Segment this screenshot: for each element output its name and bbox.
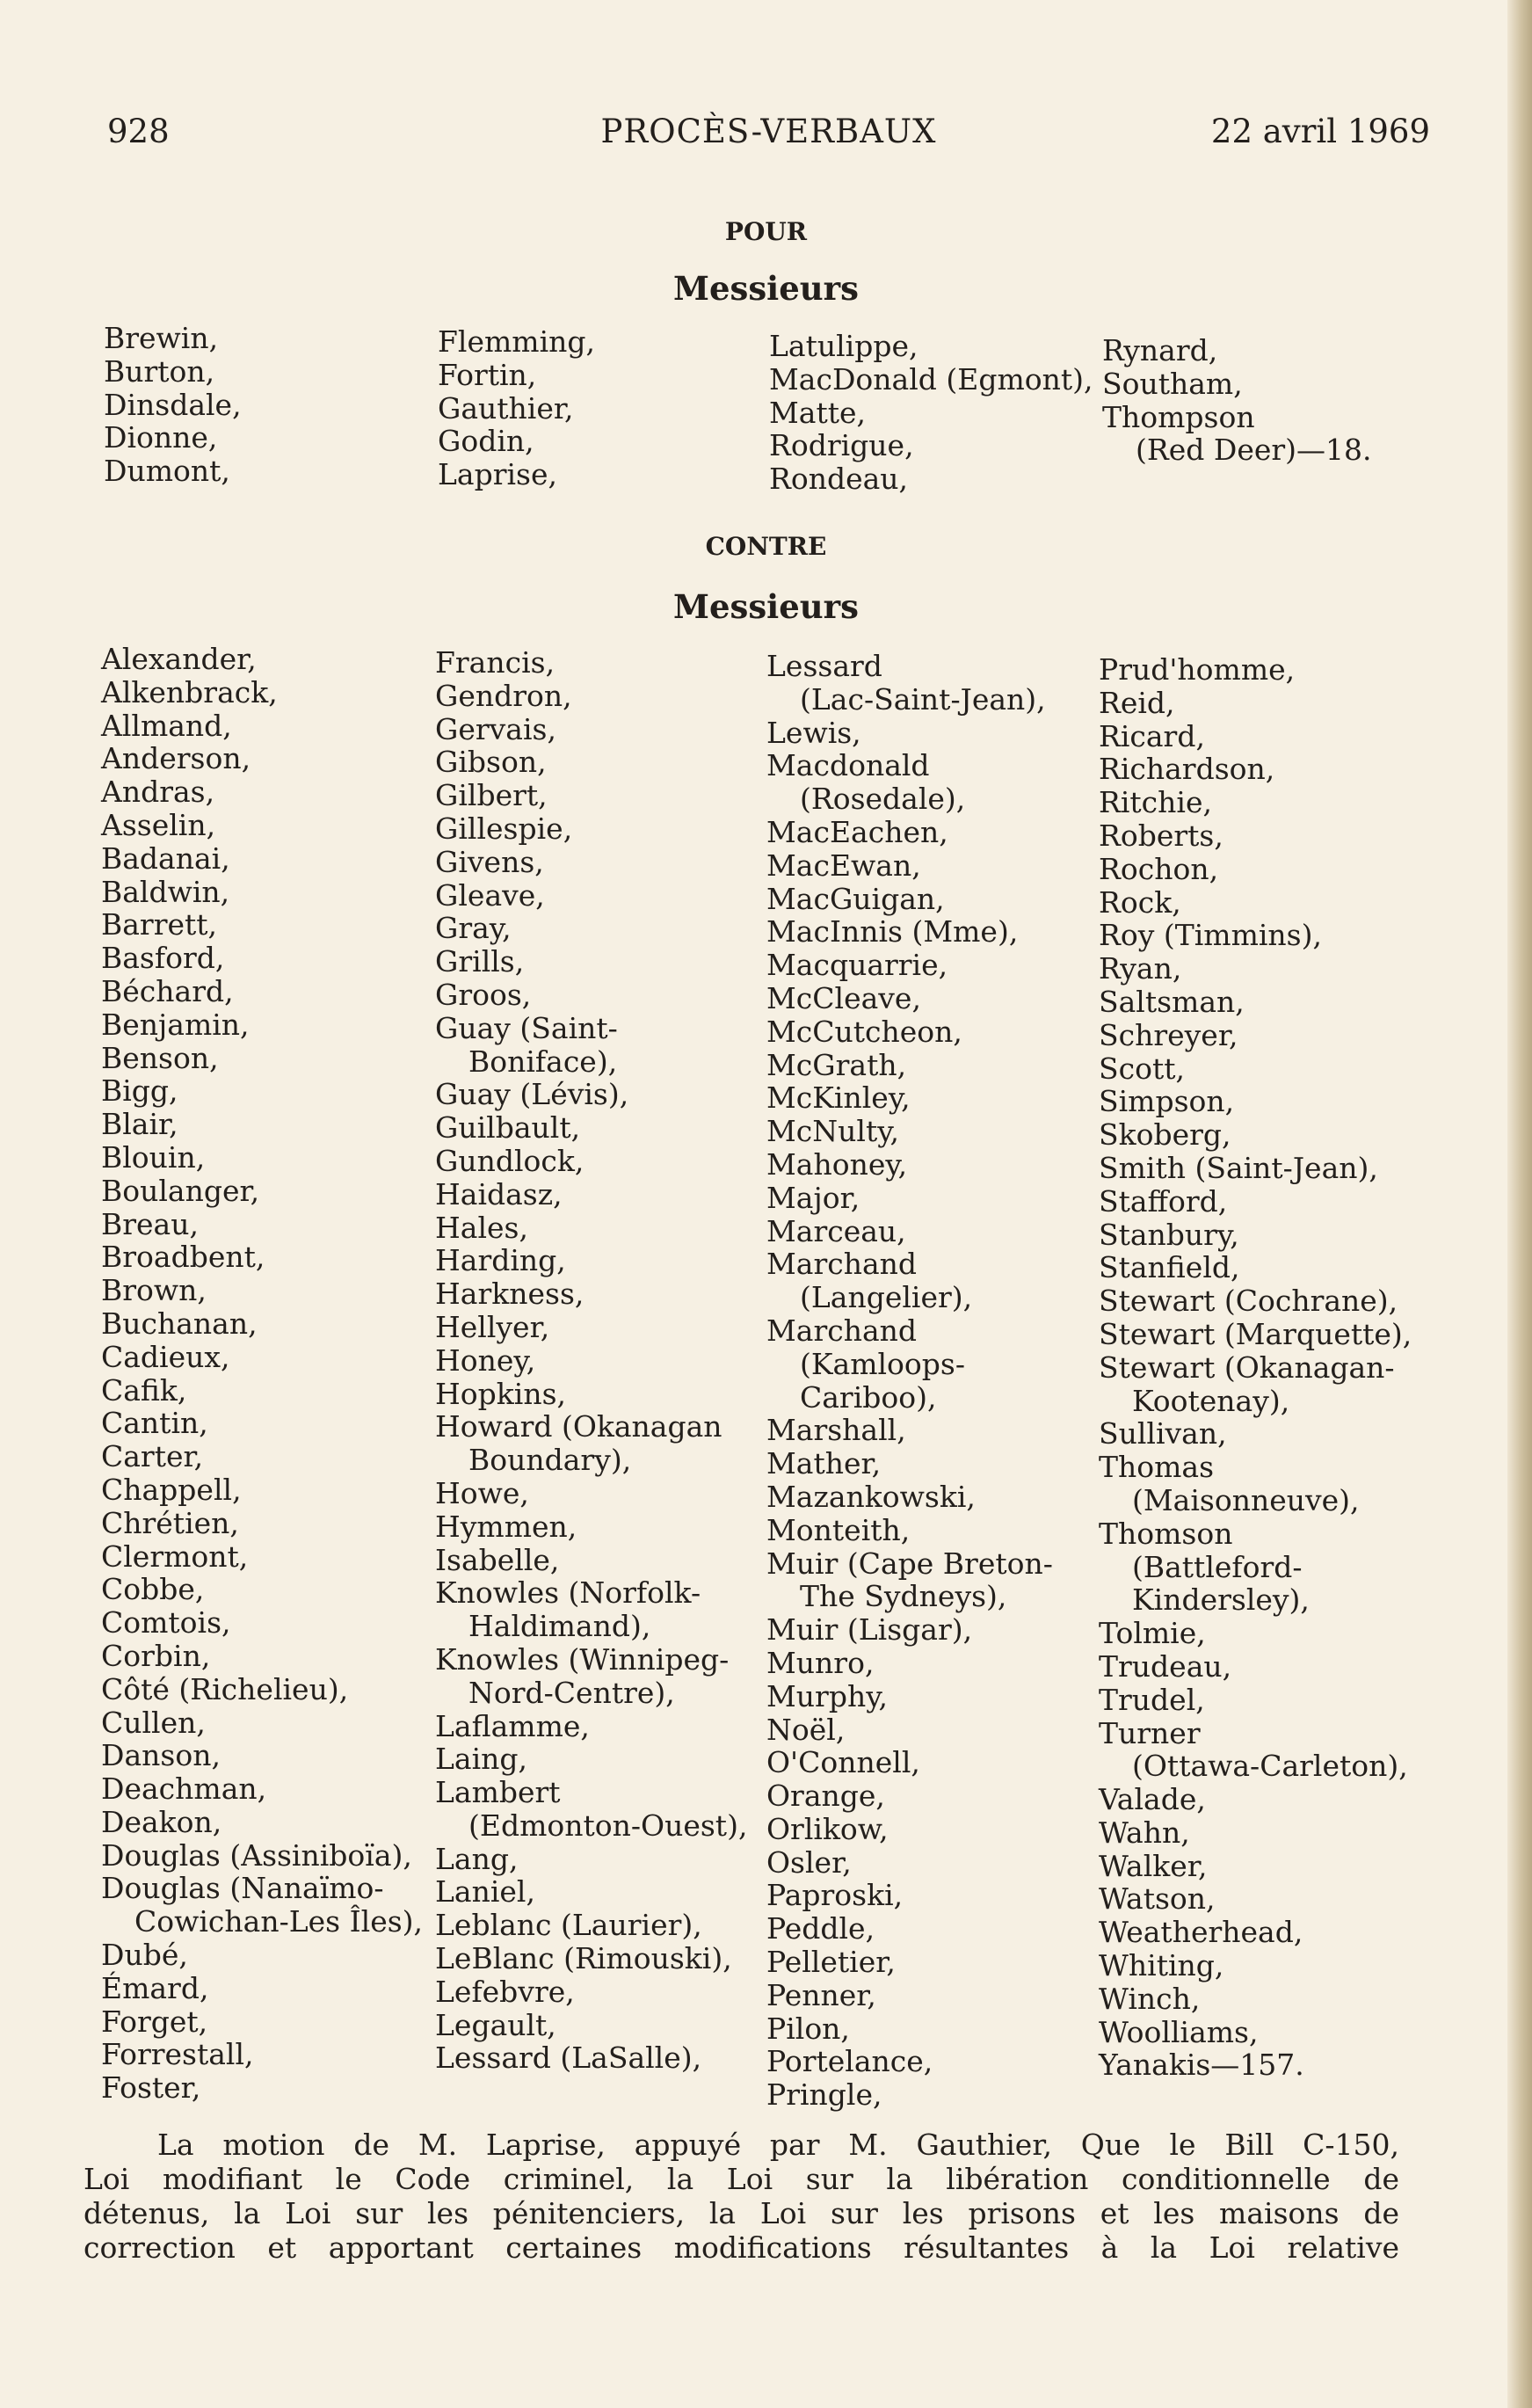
member-name: Lewis, bbox=[766, 715, 861, 750]
member-name: (Maisonneuve), bbox=[1132, 1482, 1360, 1517]
member-name: (Ottawa-Carleton), bbox=[1132, 1749, 1408, 1784]
member-name: Woolliams, bbox=[1099, 2014, 1259, 2049]
member-name: Pilon, bbox=[766, 2011, 850, 2046]
member-name: Lessard (LaSalle), bbox=[435, 2041, 702, 2076]
member-name: Murphy, bbox=[766, 1678, 888, 1713]
member-name: Douglas (Nanaïmo- bbox=[101, 1871, 384, 1906]
member-name: Chappell, bbox=[101, 1472, 242, 1507]
member-name: Gray, bbox=[435, 911, 512, 946]
member-name: Scott, bbox=[1099, 1051, 1185, 1086]
member-name: Rondeau, bbox=[769, 462, 909, 497]
member-name: (Lac-Saint-Jean), bbox=[800, 681, 1046, 717]
member-name: Deachman, bbox=[101, 1771, 267, 1807]
member-name: Brewin, bbox=[104, 321, 219, 355]
member-name: McCutcheon, bbox=[766, 1014, 962, 1049]
member-name: Watson, bbox=[1099, 1881, 1216, 1917]
member-name: Guilbault, bbox=[435, 1110, 581, 1146]
member-name: Gibson, bbox=[435, 745, 547, 780]
member-name: (Rosedale), bbox=[800, 782, 966, 817]
member-name: Matte, bbox=[769, 395, 867, 430]
paragraph-line: La motion de M. Laprise, appuyé par M. Gauthier, Que le Bill C-150, bbox=[157, 2128, 1399, 2162]
pour-column-1 bbox=[104, 322, 242, 488]
member-name: Marchand bbox=[766, 1313, 918, 1348]
paragraph-line: correction et apportant certaines modifications résultantes à la Loi relative bbox=[83, 2230, 1399, 2265]
member-name: Broadbent, bbox=[101, 1240, 265, 1275]
member-name: Cantin, bbox=[101, 1406, 208, 1441]
member-name: Boniface), bbox=[468, 1044, 618, 1079]
member-name: Macdonald bbox=[766, 748, 930, 783]
member-name: Whiting, bbox=[1099, 1948, 1224, 1983]
member-name: Boulanger, bbox=[101, 1173, 260, 1208]
member-name: Blair, bbox=[101, 1107, 178, 1142]
member-name: Lefebvre, bbox=[435, 1974, 575, 2009]
member-name: Forrestall, bbox=[101, 2037, 254, 2072]
member-name: Alkenbrack, bbox=[101, 674, 278, 709]
member-name: Gendron, bbox=[435, 678, 572, 713]
member-name: Southam, bbox=[1102, 366, 1243, 401]
member-name: Cariboo), bbox=[800, 1379, 937, 1415]
member-name: (Kamloops- bbox=[800, 1346, 965, 1381]
member-name: Rodrigue, bbox=[769, 428, 914, 463]
page-binding-edge bbox=[1507, 0, 1532, 2408]
member-name: Béchard, bbox=[101, 973, 234, 1008]
member-name: Gleave, bbox=[435, 877, 545, 913]
member-name: Thomson bbox=[1099, 1516, 1233, 1551]
member-name: Fortin, bbox=[438, 357, 537, 392]
member-name: Gundlock, bbox=[435, 1143, 584, 1178]
member-name: Schreyer, bbox=[1099, 1017, 1238, 1052]
member-name: Rochon, bbox=[1099, 851, 1219, 886]
member-name: Chrétien, bbox=[101, 1505, 239, 1540]
member-name: Breau, bbox=[101, 1206, 199, 1241]
member-name: Grills, bbox=[435, 944, 525, 979]
member-name: Stanbury, bbox=[1099, 1217, 1239, 1252]
pour-heading: POUR bbox=[724, 217, 808, 246]
member-name: Gauthier, bbox=[438, 390, 574, 426]
member-name: Orange, bbox=[766, 1779, 885, 1814]
member-name: Gillespie, bbox=[435, 811, 573, 846]
member-name: Harding, bbox=[435, 1243, 566, 1278]
contre-column-2 bbox=[435, 646, 747, 2075]
member-name: Brown, bbox=[101, 1273, 207, 1308]
member-name: Gervais, bbox=[435, 711, 556, 746]
member-name: Rock, bbox=[1099, 884, 1181, 920]
member-name: Valade, bbox=[1099, 1782, 1206, 1817]
member-name: Émard, bbox=[101, 1970, 209, 2005]
member-name: Kootenay), bbox=[1132, 1383, 1290, 1418]
paragraph-line: Loi modifiant le Code criminel, la Loi sur la libération conditionnelle de bbox=[83, 2162, 1399, 2196]
member-name: Foster, bbox=[101, 2070, 201, 2106]
page-date: 22 avril 1969 bbox=[1210, 113, 1430, 150]
member-name: Pelletier, bbox=[766, 1945, 896, 1980]
pour-column-2 bbox=[438, 325, 595, 491]
member-name: Muir (Cape Breton- bbox=[766, 1546, 1053, 1581]
member-name: (Red Deer)—18. bbox=[1136, 433, 1372, 468]
member-name: Cullen, bbox=[101, 1705, 206, 1740]
member-name: Guay (Lévis), bbox=[435, 1077, 629, 1112]
member-name: O'Connell, bbox=[766, 1745, 920, 1780]
member-name: Thompson bbox=[1102, 399, 1255, 434]
member-name: Baldwin, bbox=[101, 874, 230, 909]
member-name: Marshall, bbox=[766, 1413, 906, 1448]
member-name: Isabelle, bbox=[435, 1542, 560, 1577]
contre-column-4 bbox=[1099, 653, 1412, 2082]
pour-column-4 bbox=[1102, 334, 1372, 467]
member-name: Côté (Richelieu), bbox=[101, 1671, 349, 1706]
member-name: Blouin, bbox=[101, 1139, 206, 1175]
member-name: Haidasz, bbox=[435, 1176, 563, 1211]
member-name: Macquarrie, bbox=[766, 948, 948, 983]
member-name: Trudeau, bbox=[1099, 1648, 1232, 1684]
member-name: Walker, bbox=[1099, 1848, 1208, 1883]
member-name: Stanfield, bbox=[1099, 1250, 1240, 1285]
member-name: The Sydneys), bbox=[800, 1579, 1007, 1614]
member-name: Stewart (Okanagan- bbox=[1099, 1349, 1395, 1385]
member-name: Sullivan, bbox=[1099, 1416, 1227, 1451]
member-name: Alexander, bbox=[101, 642, 257, 676]
member-name: Penner, bbox=[766, 1977, 876, 2012]
pour-subheading: Messieurs bbox=[673, 269, 859, 308]
member-name: Givens, bbox=[435, 844, 544, 879]
member-name: Leblanc (Laurier), bbox=[435, 1908, 702, 1943]
member-name: Haldimand), bbox=[468, 1609, 651, 1644]
member-name: Ricard, bbox=[1099, 718, 1205, 753]
member-name: Stewart (Marquette), bbox=[1099, 1316, 1412, 1351]
member-name: Guay (Saint- bbox=[435, 1010, 618, 1045]
member-name: Buchanan, bbox=[101, 1306, 258, 1341]
member-name: Groos, bbox=[435, 977, 532, 1012]
member-name: Lambert bbox=[435, 1775, 561, 1810]
member-name: Munro, bbox=[766, 1645, 875, 1680]
member-name: Basford, bbox=[101, 941, 225, 976]
member-name: Simpson, bbox=[1099, 1084, 1235, 1119]
member-name: Hales, bbox=[435, 1210, 528, 1245]
member-name: McCleave, bbox=[766, 980, 921, 1015]
member-name: Winch, bbox=[1099, 1981, 1201, 2016]
member-name: Gilbert, bbox=[435, 778, 548, 813]
member-name: Harkness, bbox=[435, 1277, 584, 1312]
member-name: Hopkins, bbox=[435, 1376, 566, 1411]
member-name: (Langelier), bbox=[800, 1280, 973, 1315]
member-name: Turner bbox=[1099, 1715, 1201, 1750]
member-name: Dionne, bbox=[104, 420, 218, 455]
member-name: Cobbe, bbox=[101, 1572, 205, 1607]
member-name: Badanai, bbox=[101, 840, 230, 876]
motion-paragraph bbox=[83, 2128, 1399, 2265]
member-name: Laprise, bbox=[438, 457, 557, 492]
member-name: Muir (Lisgar), bbox=[766, 1612, 973, 1648]
member-name: Knowles (Winnipeg- bbox=[435, 1641, 730, 1677]
member-name: Tolmie, bbox=[1099, 1616, 1206, 1651]
pour-column-3 bbox=[769, 330, 1093, 496]
member-name: Legault, bbox=[435, 2007, 556, 2042]
contre-column-1 bbox=[101, 643, 423, 2105]
member-name: (Battleford- bbox=[1132, 1549, 1303, 1584]
member-name: Clermont, bbox=[101, 1539, 249, 1574]
page-number: 928 bbox=[107, 113, 170, 150]
paragraph-line: détenus, la Loi sur les pénitenciers, la Loi sur les prisons et les maisons de bbox=[83, 2196, 1399, 2230]
member-name: Dumont, bbox=[104, 454, 230, 489]
member-name: Marceau, bbox=[766, 1213, 906, 1248]
member-name: Flemming, bbox=[438, 324, 595, 359]
member-name: Mazankowski, bbox=[766, 1479, 976, 1514]
member-name: Benson, bbox=[101, 1040, 219, 1075]
member-name: Stafford, bbox=[1099, 1183, 1228, 1219]
member-name: Francis, bbox=[435, 645, 555, 680]
member-name: Thomas bbox=[1099, 1450, 1215, 1485]
member-name: Cadieux, bbox=[101, 1339, 230, 1374]
member-name: Orlikow, bbox=[766, 1811, 889, 1846]
member-name: Mahoney, bbox=[766, 1146, 908, 1182]
member-name: Dubé, bbox=[101, 1938, 188, 1973]
contre-heading: CONTRE bbox=[705, 532, 827, 561]
member-name: Kindersley), bbox=[1132, 1582, 1310, 1618]
member-name: Osler, bbox=[766, 1844, 852, 1880]
member-name: Laniel, bbox=[435, 1874, 535, 1910]
member-name: (Edmonton-Ouest), bbox=[468, 1808, 748, 1843]
member-name: LeBlanc (Rimouski), bbox=[435, 1941, 732, 1976]
member-name: MacDonald (Egmont), bbox=[769, 361, 1093, 396]
member-name: Weatherhead, bbox=[1099, 1915, 1303, 1950]
member-name: Forget, bbox=[101, 2004, 208, 2039]
member-name: Corbin, bbox=[101, 1638, 211, 1673]
contre-subheading: Messieurs bbox=[673, 587, 859, 626]
member-name: MacEachen, bbox=[766, 814, 948, 849]
member-name: Smith (Saint-Jean), bbox=[1099, 1150, 1378, 1185]
member-name: Major, bbox=[766, 1180, 860, 1215]
member-name: Monteith, bbox=[766, 1512, 911, 1547]
member-name: Cafik, bbox=[101, 1372, 187, 1408]
member-name: Wahn, bbox=[1099, 1815, 1190, 1850]
member-name: Ryan, bbox=[1099, 951, 1182, 986]
member-name: Knowles (Norfolk- bbox=[435, 1575, 701, 1611]
member-name: Allmand, bbox=[101, 708, 232, 743]
member-name: Yanakis—157. bbox=[1099, 2048, 1304, 2083]
member-name: Lang, bbox=[435, 1841, 519, 1876]
member-name: Marchand bbox=[766, 1247, 918, 1282]
member-name: Howe, bbox=[435, 1475, 529, 1510]
page-title: PROCÈS-VERBAUX bbox=[600, 113, 937, 150]
member-name: Honey, bbox=[435, 1342, 536, 1378]
member-name: Noël, bbox=[766, 1712, 846, 1747]
member-name: Reid, bbox=[1099, 685, 1175, 720]
member-name: Howard (Okanagan bbox=[435, 1409, 722, 1444]
member-name: Roberts, bbox=[1099, 818, 1223, 853]
member-name: Paproski, bbox=[766, 1878, 904, 1913]
member-name: Laflamme, bbox=[435, 1708, 590, 1743]
member-name: Saltsman, bbox=[1099, 984, 1245, 1019]
member-name: McKinley, bbox=[766, 1080, 911, 1116]
member-name: Andras, bbox=[101, 775, 215, 810]
member-name: Deakon, bbox=[101, 1804, 222, 1839]
member-name: Douglas (Assiniboïa), bbox=[101, 1837, 412, 1873]
member-name: Barrett, bbox=[101, 907, 218, 942]
member-name: Lessard bbox=[766, 649, 882, 683]
member-name: Latulippe, bbox=[769, 329, 918, 363]
member-name: MacEwan, bbox=[766, 848, 921, 883]
member-name: Carter, bbox=[101, 1439, 204, 1474]
member-name: Anderson, bbox=[101, 741, 251, 776]
member-name: Nord-Centre), bbox=[468, 1675, 675, 1710]
member-name: Asselin, bbox=[101, 807, 216, 842]
member-name: MacInnis (Mme), bbox=[766, 914, 1019, 949]
member-name: Roy (Timmins), bbox=[1099, 918, 1322, 953]
member-name: Mather, bbox=[766, 1446, 882, 1481]
member-name: Laing, bbox=[435, 1742, 528, 1777]
member-name: Prud'homme, bbox=[1099, 652, 1296, 687]
member-name: Godin, bbox=[438, 424, 534, 459]
member-name: Danson, bbox=[101, 1738, 221, 1773]
member-name: Bigg, bbox=[101, 1073, 178, 1109]
member-name: Dinsdale, bbox=[104, 387, 242, 422]
member-name: Boundary), bbox=[468, 1443, 632, 1478]
member-name: MacGuigan, bbox=[766, 881, 945, 916]
page-header bbox=[107, 113, 1430, 165]
member-name: Trudel, bbox=[1099, 1682, 1205, 1717]
member-name: Pringle, bbox=[766, 2077, 882, 2113]
member-name: Comtois, bbox=[101, 1605, 231, 1640]
member-name: Richardson, bbox=[1099, 752, 1275, 787]
member-name: Hymmen, bbox=[435, 1509, 577, 1544]
member-name: Skoberg, bbox=[1099, 1117, 1231, 1153]
member-name: Hellyer, bbox=[435, 1309, 550, 1344]
member-name: Cowichan-Les Îles), bbox=[134, 1904, 424, 1939]
member-name: Burton, bbox=[104, 353, 215, 389]
member-name: McNulty, bbox=[766, 1114, 899, 1149]
member-name: Stewart (Cochrane), bbox=[1099, 1284, 1398, 1319]
member-name: McGrath, bbox=[766, 1047, 907, 1082]
member-name: Peddle, bbox=[766, 1911, 875, 1946]
member-name: Rynard, bbox=[1102, 333, 1218, 367]
contre-column-3 bbox=[766, 650, 1053, 2112]
member-name: Portelance, bbox=[766, 2044, 933, 2079]
member-name: Benjamin, bbox=[101, 1007, 250, 1042]
member-name: Ritchie, bbox=[1099, 785, 1212, 820]
